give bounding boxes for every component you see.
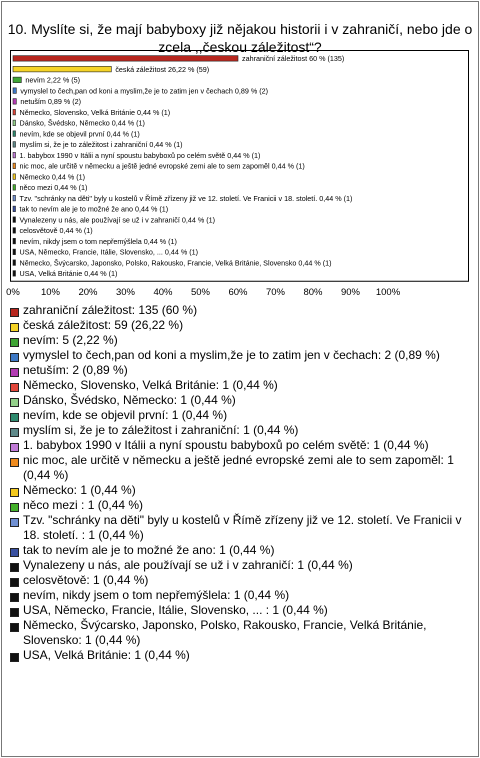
x-tick-label: 70% xyxy=(265,286,286,298)
x-tick-label: 80% xyxy=(303,286,323,298)
bar xyxy=(13,142,16,148)
legend-swatch xyxy=(10,488,19,497)
bar-label: něco mezi 0,44 % (1) xyxy=(19,183,88,193)
bar xyxy=(13,56,238,62)
bar-label: Tzv. "schránky na děti" byly u kostelů v Římě zřízeny již ve 12. století. Ve Franicii v 18. století. 0,44 % (1) xyxy=(19,193,353,203)
bar-label: myslím si, že je to záležitost i zahraniční 0,44 % (1) xyxy=(19,140,183,150)
bar-label: tak to nevím ale je to možné že ano 0,44 % (1) xyxy=(19,204,169,214)
bar xyxy=(13,206,16,212)
legend-label: Vynalezeny u nás, ale používají se už i v zahraničí: 1 (0,44 %) xyxy=(23,557,353,572)
bar-label: Německo, Slovensko, Velká Británie 0,44 % (1) xyxy=(19,107,171,117)
legend-swatch xyxy=(10,518,19,527)
legend xyxy=(10,303,472,663)
legend-label: netuším: 2 (0,89 %) xyxy=(23,362,128,377)
bar xyxy=(13,260,16,266)
legend-label: nevím, nikdy jsem o tom nepřemýšlela: 1 (0,44 %) xyxy=(23,587,290,602)
x-tick-label: 10% xyxy=(40,286,61,298)
legend-swatch xyxy=(10,353,19,362)
legend-swatch xyxy=(10,308,19,317)
bar-label: netuším 0,89 % (2) xyxy=(20,97,82,107)
bar xyxy=(13,66,111,72)
bar xyxy=(13,99,16,105)
legend-item xyxy=(10,573,472,588)
legend-item xyxy=(10,603,472,618)
bar-label: celosvětově 0,44 % (1) xyxy=(19,226,93,236)
legend-label: USA, Velká Británie: 1 (0,44 %) xyxy=(23,647,190,662)
legend-item xyxy=(10,303,472,318)
bar-label: Německo 0,44 % (1) xyxy=(19,172,86,182)
legend-item xyxy=(10,408,472,423)
legend-swatch xyxy=(10,548,19,557)
x-tick-label: 50% xyxy=(190,286,211,298)
legend-label: 1. babybox 1990 v Itálii a nyní spoustu babyboxů po celém světě: 1 (0,44 %) xyxy=(23,437,429,452)
legend-swatch xyxy=(10,398,19,407)
bar xyxy=(13,163,16,169)
bar-label: Dánsko, Švédsko, Německo 0,44 % (1) xyxy=(19,118,145,128)
bar-chart xyxy=(6,50,472,335)
legend-label: vymyslel to čech,pan od koni a myslim,že je to zatim jen v čechach: 2 (0,89 %) xyxy=(23,347,440,362)
x-tick-label: 40% xyxy=(153,286,173,298)
bar xyxy=(13,185,16,191)
bar-label: USA, Velká Británie 0,44 % (1) xyxy=(19,269,118,279)
legend-item xyxy=(10,423,472,438)
legend-label: nevím, kde se objevil první: 1 (0,44 %) xyxy=(23,407,228,422)
bar xyxy=(13,152,16,158)
legend-label: USA, Německo, Francie, Itálie, Slovensko, ... : 1 (0,44 %) xyxy=(23,602,328,617)
legend-swatch xyxy=(10,428,19,437)
legend-item xyxy=(10,483,472,498)
bar-label: nevím 2,22 % (5) xyxy=(25,75,81,85)
bar-label: nevím, nikdy jsem o tom nepřemýšlela 0,44 % (1) xyxy=(19,236,177,246)
x-tick-label: 30% xyxy=(115,286,136,298)
bar-label: Německo, Švýcarsko, Japonsko, Polsko, Rakousko, Francie, Velká Británie, Slovensko 0,44 % (1) xyxy=(19,258,332,268)
legend-item xyxy=(10,348,472,363)
bar xyxy=(13,131,16,137)
x-tick-label: 90% xyxy=(340,286,361,298)
bar-label: nic moc, ale určitě v německu a ještě jedné evropské zemi ale to sem zapoměl 0,44 % (1) xyxy=(19,161,305,171)
bar xyxy=(13,271,16,277)
legend-item xyxy=(10,453,472,483)
legend-swatch xyxy=(10,443,19,452)
legend-item xyxy=(10,558,472,573)
bar xyxy=(13,228,16,234)
legend-swatch xyxy=(10,563,19,572)
bar-label: česká záležitost 26,22 % (59) xyxy=(115,64,210,74)
bar xyxy=(13,109,16,115)
legend-label: myslím si, že je to záležitost i zahraniční: 1 (0,44 %) xyxy=(23,422,299,437)
legend-label: Německo, Slovensko, Velká Británie: 1 (0,44 %) xyxy=(23,377,278,392)
legend-item xyxy=(10,318,472,333)
legend-swatch xyxy=(10,383,19,392)
x-tick-label: 100% xyxy=(375,286,401,298)
legend-label: něco mezi : 1 (0,44 %) xyxy=(23,497,144,512)
legend-item xyxy=(10,498,472,513)
legend-swatch xyxy=(10,338,19,347)
legend-item xyxy=(10,333,472,348)
legend-item xyxy=(10,543,472,558)
legend-swatch xyxy=(10,608,19,617)
legend-label: nic moc, ale určitě v německu a ještě jedné evropské zemi ale to sem zapoměl: 1 (0,44 %) xyxy=(23,452,454,482)
bar xyxy=(13,120,16,126)
bar xyxy=(13,88,16,94)
chart-title: 10. Myslíte si, že mají babyboxy již nějakou historii i v zahraničí, nebo jde o zcela ,,českou záležitost“? xyxy=(7,21,473,55)
legend-label: Dánsko, Švédsko, Německo: 1 (0,44 %) xyxy=(23,392,236,407)
bar xyxy=(13,238,16,244)
legend-swatch xyxy=(10,578,19,587)
legend-label: tak to nevím ale je to možné že ano: 1 (0,44 %) xyxy=(23,542,275,557)
x-tick-label: 60% xyxy=(228,286,248,298)
legend-swatch xyxy=(10,653,19,662)
legend-label: celosvětově: 1 (0,44 %) xyxy=(23,572,149,587)
bar-label: Vynalezeny u nás, ale používají se už i v zahraničí 0,44 % (1) xyxy=(19,215,215,225)
legend-swatch xyxy=(10,368,19,377)
chart-frame xyxy=(1,1,479,757)
bar-label: 1. babybox 1990 v Itálii a nyní spoustu babyboxů po celém světě 0,44 % (1) xyxy=(19,150,261,160)
legend-label: zahraniční záležitost: 135 (60 %) xyxy=(23,302,198,317)
legend-swatch xyxy=(10,413,19,422)
x-tick-label: 0% xyxy=(6,286,20,298)
x-tick-label: 20% xyxy=(78,286,98,298)
bar-label: USA, Německo, Francie, Itálie, Slovensko, ... 0,44 % (1) xyxy=(19,247,199,257)
bar xyxy=(13,217,16,223)
legend-item xyxy=(10,393,472,408)
legend-swatch xyxy=(10,623,19,632)
legend-swatch xyxy=(10,503,19,512)
legend-item xyxy=(10,513,472,543)
legend-swatch xyxy=(10,593,19,602)
legend-swatch xyxy=(10,458,19,467)
bar-label: nevím, kde se objevil první 0,44 % (1) xyxy=(19,129,140,139)
legend-item xyxy=(10,363,472,378)
legend-label: Tzv. "schránky na děti" byly u kostelů v Římě zřízeny již ve 12. století. Ve Franicii v 18. století. : 1 (0,44 %) xyxy=(23,512,462,542)
legend-item xyxy=(10,588,472,603)
legend-item xyxy=(10,378,472,393)
legend-label: Německo: 1 (0,44 %) xyxy=(23,482,136,497)
bar-label: zahraniční záležitost 60 % (135) xyxy=(242,54,345,64)
legend-item xyxy=(10,648,472,663)
legend-item xyxy=(10,438,472,453)
legend-item xyxy=(10,618,472,648)
bar xyxy=(13,195,16,201)
bar xyxy=(13,77,21,83)
legend-swatch xyxy=(10,323,19,332)
bar-label: vymyslel to čech,pan od koni a myslim,že je to zatim jen v čechach 0,89 % (2) xyxy=(20,86,269,96)
bar xyxy=(13,174,16,180)
legend-label: nevím: 5 (2,22 %) xyxy=(23,332,118,347)
legend-label: česká záležitost: 59 (26,22 %) xyxy=(23,317,184,332)
legend-label: Německo, Švýcarsko, Japonsko, Polsko, Rakousko, Francie, Velká Británie, Slovensko: 1 (0,44 %) xyxy=(23,617,427,647)
bar xyxy=(13,249,16,255)
